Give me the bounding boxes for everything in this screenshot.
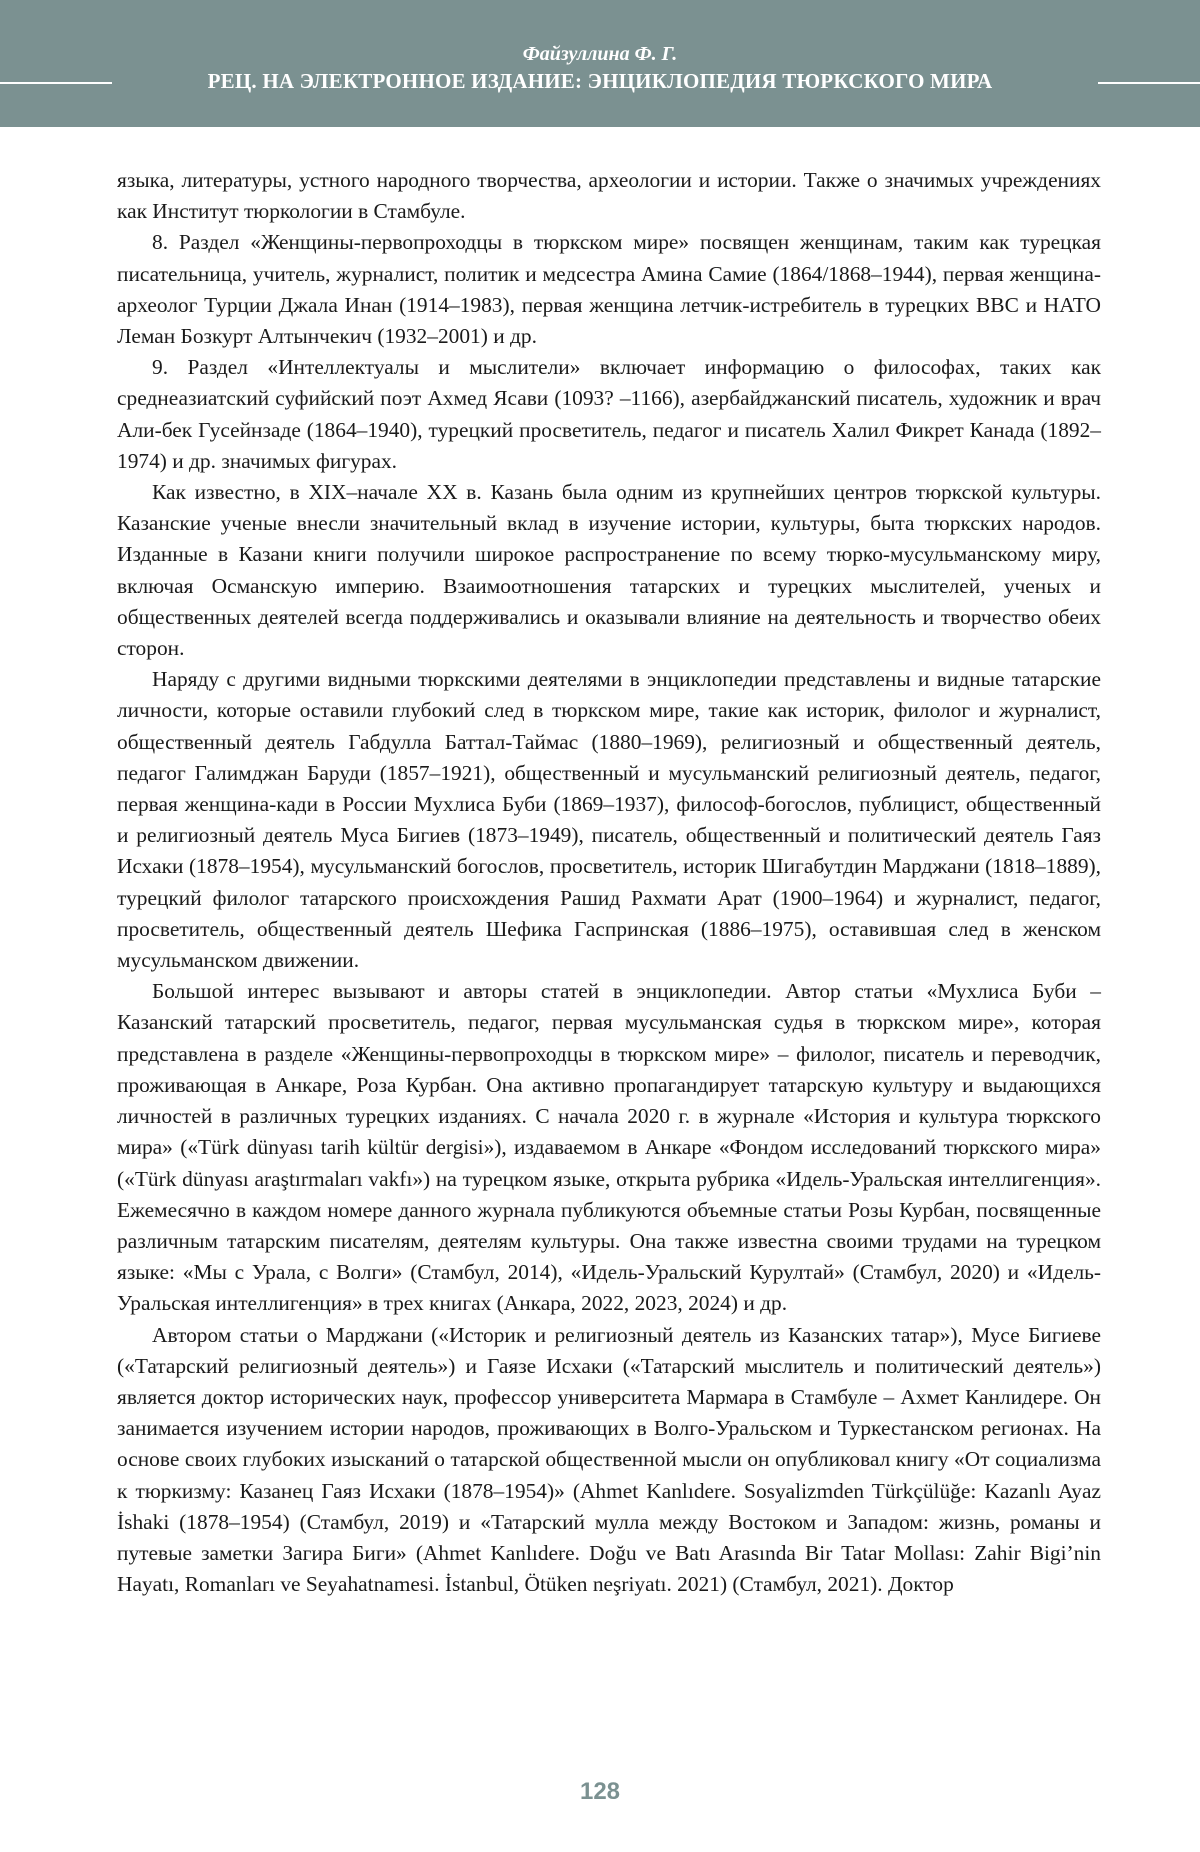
header-title: РЕЦ. НА ЭЛЕКТРОННОЕ ИЗДАНИЕ: ЭНЦИКЛОПЕДИЯ ТЮРКСКОГО МИРА: [207, 69, 993, 93]
body-text: [117, 165, 1101, 1600]
paragraph-tatar-figures: Наряду с другими видными тюркскими деятелями в энциклопедии представлены и видные татарские личности, которые оставили глубокий след в тюркском мире, такие как историк, филолог и журналист, общественный деятель Габдулла Баттал-Таймас (1880–1969), религиозный и общественный деятель, педагог Галимджан Баруди (1857–1921), общественный и мусульманский религиозный деятель, педагог, первая женщина-кади в России Мухлиса Буби (1869–1937), философ-богослов, публицист, общественный и религиозный деятель Муса Бигиев (1873–1949), писатель, общественный и политический деятель Гаяз Исхаки (1878–1954), мусульманский богослов, просветитель, историк Шигабутдин Марджани (1818–1889), турецкий филолог татарского происхождения Рашид Рахмати Арат (1900–1964) и журналист, педагог, просветитель, общественный деятель Шефика Гаспринская (1886–1975), оставившая след в женском мусульманском движении.: [117, 667, 1101, 973]
paragraph-authors-kanlidere: Автором статьи о Марджани («Историк и религиозный деятель из Казанских татар»), Мусе Бигиеве («Татарский религиозный деятель») и Гаязе Исхаки («Татарский мыслитель и политический деятель») является доктор исторических наук, профессор университета Мармара в Стамбуле – Ахмет Канлидере. Он занимается изучением истории народов, проживающих в Волго-Уральском и Туркестанском регионах. На основе своих глубоких изысканий о татарской общественной мысли он опубликовал книгу «От социализма к тюркизму: Казанец Гаяз Исхаки (1878–1954)» (Ahmet Kanlıdere. Sosyalizmden Türkçülüğe: Kazanlı Ayaz İshaki (1878–1954) (Стамбул, 2019) и «Татарский мулла между Востоком и Западом: жизнь, романы и путевые заметки Загира Биги» (Ahmet Kanlıdere. Doğu ve Batı Arasında Bir Tatar Mollası: Zahir Bigi’nin Hayatı, Romanları ve Seyahatnamesi. İstanbul, Ötüken neşriyatı. 2021) (Стамбул, 2021). Доктор: [117, 1322, 1101, 1597]
paragraph-continuation: языка, литературы, устного народного творчества, археологии и истории. Также о значимых учреждениях как Институт тюркологии в Стамбуле.: [117, 168, 1101, 224]
paragraph-kazan-culture: Как известно, в XIX–начале XX в. Казань была одним из крупнейших центров тюркской культуры. Казанские ученые внесли значительный вклад в изучение истории, культуры, быта тюркских народов. Изданные в Казани книги получили широкое распространение по всему тюрко-мусульманскому миру, включая Османскую империю. Взаимоотношения татарских и турецких мыслителей, ученых и общественных деятелей всегда поддерживались и оказывали влияние на деятельность и творчество обеих сторон.: [117, 480, 1101, 661]
running-header: [0, 0, 1200, 127]
paragraph-section-8: 8. Раздел «Женщины-первопроходцы в тюркском мире» посвящен женщинам, таким как турецкая писательница, учитель, журналист, политик и медсестра Амина Самие (1864/1868–1944), первая женщина-археолог Турции Джала Инан (1914–1983), первая женщина летчик-истребитель в турецких ВВС и НАТО Леман Бозкурт Алтынчекич (1932–2001) и др.: [117, 230, 1101, 349]
paragraph-authors-kurban: Большой интерес вызывают и авторы статей в энциклопедии. Автор статьи «Мухлиса Буби – Казанский татарский просветитель, педагог, первая мусульманская судья в тюркском мире», которая представлена в разделе «Женщины-первопроходцы в тюркском мире» – филолог, писатель и переводчик, проживающая в Анкаре, Роза Курбан. Она активно пропагандирует татарскую культуру и выдающихся личностей в различных турецких изданиях. С начала 2020 г. в журнале «История и культура тюркского мира» («Türk dünyası tarih kültür dergisi»), издаваемом в Анкаре «Фондом исследований тюркского мира» («Türk dünyası araştırmaları vakfı») на турецком языке, открыта рубрика «Идель-Уральская интеллигенция». Ежемесячно в каждом номере данного журнала публикуются объемные статьи Розы Курбан, посвященные различным татарским писателям, деятелям культуры. Она также известна своими трудами на турецком языке: «Мы с Урала, с Волги» (Стамбул, 2014), «Идель-Уральский Курултай» (Стамбул, 2020) и «Идель-Уральская интеллигенция» в трех книгах (Анкара, 2022, 2023, 2024) и др.: [117, 979, 1101, 1316]
page-number: 128: [579, 1778, 621, 1805]
paragraph-section-9: 9. Раздел «Интеллектуалы и мыслители» включает информацию о философах, таких как среднеазиатский суфийский поэт Ахмед Ясави (1093? –1166), азербайджанский писатель, художник и врач Али-бек Гусейнзаде (1864–1940), турецкий просветитель, педагог и писатель Халил Фикрет Канада (1892–1974) и др. значимых фигурах.: [117, 355, 1101, 473]
header-author: Файзуллина Ф. Г.: [522, 43, 678, 65]
